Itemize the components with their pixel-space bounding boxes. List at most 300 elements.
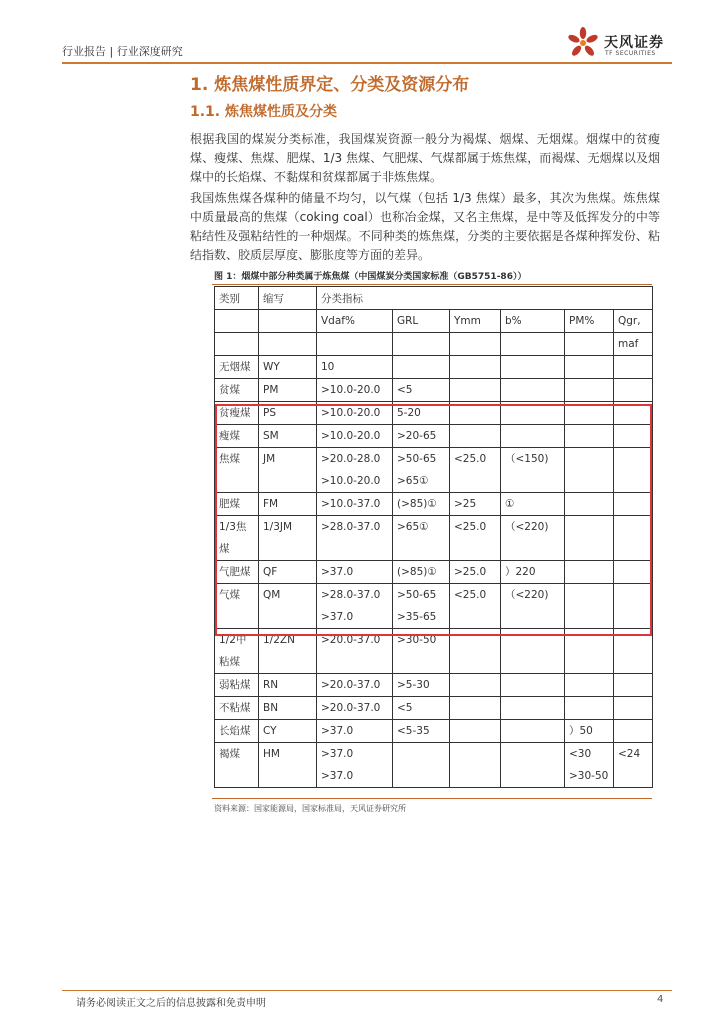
cell-line: <5 xyxy=(397,384,413,396)
cell-line xyxy=(618,356,648,378)
table-cell xyxy=(501,493,565,516)
table-cell xyxy=(259,493,317,516)
cell-line xyxy=(263,606,312,628)
cell-line xyxy=(454,606,496,628)
table-cell xyxy=(215,720,259,743)
table-cell xyxy=(317,629,393,674)
footer-divider xyxy=(62,990,672,991)
table-cell xyxy=(215,493,259,516)
table-cell xyxy=(393,356,450,379)
table-cell xyxy=(317,425,393,448)
table-cell xyxy=(565,697,614,720)
cell-line xyxy=(618,629,648,651)
table-cell xyxy=(614,629,653,674)
table-header-row xyxy=(215,333,653,356)
cell-line: >20-65 xyxy=(397,430,437,442)
cell-line: >5-30 xyxy=(397,679,430,691)
table-cell xyxy=(450,333,501,356)
header-index: GRL xyxy=(393,310,450,333)
table-cell xyxy=(614,516,653,561)
table-cell xyxy=(393,379,450,402)
data-source: 资料来源：国家能源局，国家标准局，天风证券研究所 xyxy=(214,804,406,813)
table-cell xyxy=(317,333,393,356)
cell-line xyxy=(505,743,560,765)
cell-line xyxy=(618,674,648,696)
paragraph-coking-coal-reserves: 我国炼焦煤各煤种的储量不均匀，以气煤（包括 1/3 焦煤）最多，其次为焦煤。炼焦煤中质量最高的焦煤（coking coal）也称冶金煤，又名主焦煤，是中等及低挥发分的中等粘结性及强粘结性的一种烟煤。不同种类的炼焦煤，分类的主要依据是各煤种挥发份、粘结指数、胶质层厚度、膨胀度等方面的差异。 xyxy=(190,191,660,262)
cell-line: ）50 xyxy=(569,725,593,737)
table-cell xyxy=(215,629,259,674)
cell-line xyxy=(618,425,648,447)
table-cell xyxy=(215,333,259,356)
table-cell xyxy=(501,402,565,425)
cell-line xyxy=(454,538,496,560)
cell-line xyxy=(454,697,496,719)
logo-flower-icon xyxy=(566,26,600,60)
report-category: 行业报告 | 行业深度研究 xyxy=(62,45,183,58)
header-index: PM% xyxy=(565,310,614,333)
table-cell xyxy=(317,379,393,402)
table-cell xyxy=(393,516,450,561)
table-cell xyxy=(614,402,653,425)
table-header-row xyxy=(215,310,653,333)
table-cell xyxy=(393,674,450,697)
table-cell xyxy=(317,743,393,788)
cell-line: 10 xyxy=(321,361,335,373)
header-index: b% xyxy=(501,310,565,333)
table-row xyxy=(215,561,653,584)
table-cell xyxy=(565,425,614,448)
cell-line: >28.0-37.0 xyxy=(321,589,381,601)
table-cell xyxy=(450,720,501,743)
cell-line: >20.0-28.0 xyxy=(321,453,381,465)
cell-line xyxy=(505,651,560,673)
cell-line xyxy=(397,765,445,787)
cell-line xyxy=(454,356,496,378)
table-cell xyxy=(501,333,565,356)
table-cell xyxy=(614,448,653,493)
cell-line: 长焰煤 xyxy=(219,725,251,737)
table-cell xyxy=(614,743,653,788)
table-cell xyxy=(259,356,317,379)
table-cell xyxy=(215,584,259,629)
table-cell xyxy=(215,379,259,402)
cell-line: 1/3JM xyxy=(263,521,293,533)
cell-line xyxy=(618,561,648,583)
cell-line xyxy=(618,584,648,606)
cell-line xyxy=(454,674,496,696)
table-row xyxy=(215,697,653,720)
cell-line xyxy=(569,584,609,606)
table-cell xyxy=(450,561,501,584)
table-cell xyxy=(565,448,614,493)
logo-subtitle: TF SECURITIES xyxy=(605,50,656,57)
cell-line: <5-35 xyxy=(397,725,430,737)
header-index: maf xyxy=(614,333,653,356)
cell-line: >35-65 xyxy=(397,611,437,623)
cell-line xyxy=(618,720,648,742)
table-row xyxy=(215,629,653,674)
table-cell xyxy=(450,356,501,379)
table-cell xyxy=(215,516,259,561)
table-cell xyxy=(501,629,565,674)
cell-line: 粘煤 xyxy=(219,656,240,668)
table-cell xyxy=(393,697,450,720)
cell-line: （<220) xyxy=(505,521,549,533)
figure-caption: 图 1：烟煤中部分种类属于炼焦煤（中国煤炭分类国家标准（GB5751-86）） xyxy=(214,272,527,282)
cell-line: <5 xyxy=(397,702,413,714)
cell-line: (>85)① xyxy=(397,498,437,510)
cell-line: 褐煤 xyxy=(219,748,240,760)
cell-line: >25 xyxy=(454,498,477,510)
table-cell xyxy=(393,493,450,516)
cell-line xyxy=(454,651,496,673)
table-cell xyxy=(259,448,317,493)
cell-line: >20.0-37.0 xyxy=(321,702,381,714)
cell-line: BN xyxy=(263,702,279,714)
table-cell xyxy=(565,720,614,743)
table-cell xyxy=(501,379,565,402)
header-divider xyxy=(62,62,672,64)
cell-line: >30-50 xyxy=(397,634,437,646)
cell-line: >30-50 xyxy=(569,770,609,782)
cell-line: 1/3焦 xyxy=(219,521,247,533)
page-number: 4 xyxy=(657,994,664,1005)
cell-line: 贫瘦煤 xyxy=(219,407,251,419)
cell-line xyxy=(505,720,560,742)
table-cell xyxy=(450,584,501,629)
cell-line: （<150) xyxy=(505,453,549,465)
table-cell xyxy=(393,425,450,448)
header-category: 类别 xyxy=(215,287,259,310)
table-cell xyxy=(501,697,565,720)
cell-line xyxy=(618,538,648,560)
cell-line xyxy=(569,697,609,719)
cell-line xyxy=(618,651,648,673)
table-cell xyxy=(259,425,317,448)
cell-line: <25.0 xyxy=(454,589,487,601)
cell-line: 瘦煤 xyxy=(219,430,240,442)
table-cell xyxy=(501,561,565,584)
table-cell xyxy=(317,402,393,425)
cell-line: >37.0 xyxy=(321,611,354,623)
table-cell xyxy=(393,333,450,356)
cell-line xyxy=(505,402,560,424)
table-cell xyxy=(393,743,450,788)
cell-line: JM xyxy=(263,453,276,465)
table-cell xyxy=(259,697,317,720)
table-cell xyxy=(450,425,501,448)
table-cell xyxy=(450,697,501,720)
table-cell xyxy=(614,379,653,402)
cell-line: >10.0-20.0 xyxy=(321,384,381,396)
logo-name: 天风证券 xyxy=(604,35,664,51)
table-cell xyxy=(317,561,393,584)
cell-line xyxy=(505,697,560,719)
table-cell xyxy=(317,493,393,516)
cell-line xyxy=(219,606,254,628)
table-cell xyxy=(450,493,501,516)
cell-line xyxy=(454,629,496,651)
table-cell xyxy=(565,743,614,788)
table-cell xyxy=(259,333,317,356)
table-cell xyxy=(450,402,501,425)
table-cell xyxy=(450,743,501,788)
figure-bottom-rule xyxy=(212,798,652,799)
cell-line xyxy=(454,720,496,742)
table-cell xyxy=(215,402,259,425)
tf-securities-logo xyxy=(566,26,676,60)
table-cell xyxy=(614,425,653,448)
cell-line: >37.0 xyxy=(321,725,354,737)
cell-line: >20.0-37.0 xyxy=(321,634,381,646)
cell-line: WY xyxy=(263,361,280,373)
subsection-heading: 1.1. 炼焦煤性质及分类 xyxy=(190,104,337,120)
cell-line: >10.0-20.0 xyxy=(321,475,381,487)
table-cell xyxy=(565,629,614,674)
table-row xyxy=(215,674,653,697)
cell-line: >50-65 xyxy=(397,589,437,601)
cell-line: >65① xyxy=(397,521,429,533)
cell-line xyxy=(569,402,609,424)
cell-line xyxy=(263,470,312,492)
table-cell xyxy=(614,493,653,516)
table-row xyxy=(215,516,653,561)
cell-line xyxy=(505,356,560,378)
table-row xyxy=(215,493,653,516)
cell-line: 气煤 xyxy=(219,589,240,601)
table-cell xyxy=(614,720,653,743)
cell-line xyxy=(505,674,560,696)
table-cell xyxy=(565,561,614,584)
table-row xyxy=(215,425,653,448)
table-cell xyxy=(501,516,565,561)
cell-line xyxy=(397,356,445,378)
table-cell xyxy=(215,561,259,584)
table-cell xyxy=(215,743,259,788)
cell-line: QM xyxy=(263,589,281,601)
table-cell xyxy=(501,743,565,788)
cell-line xyxy=(618,765,648,787)
cell-line xyxy=(569,356,609,378)
cell-line xyxy=(219,470,254,492)
table-cell xyxy=(565,333,614,356)
table-cell xyxy=(614,561,653,584)
table-cell xyxy=(259,379,317,402)
cell-line: 肥煤 xyxy=(219,498,240,510)
table-cell xyxy=(614,674,653,697)
cell-line: ① xyxy=(505,498,515,510)
table-cell xyxy=(614,584,653,629)
cell-line: >37.0 xyxy=(321,770,354,782)
cell-line: 弱粘煤 xyxy=(219,679,251,691)
table-cell xyxy=(565,493,614,516)
cell-line xyxy=(569,516,609,538)
cell-line: QF xyxy=(263,566,278,578)
table-cell xyxy=(393,448,450,493)
cell-line xyxy=(618,379,648,401)
table-cell xyxy=(501,720,565,743)
table-row xyxy=(215,720,653,743)
cell-line xyxy=(397,651,445,673)
table-cell xyxy=(501,674,565,697)
table-cell xyxy=(450,674,501,697)
paragraph-coal-classification: 根据我国的煤炭分类标准，我国煤炭资源一般分为褐煤、烟煤、无烟煤。烟煤中的贫瘦煤、瘦煤、焦煤、肥煤、1/3 焦煤、气肥煤、气煤都属于炼焦煤，而褐煤、无烟煤以及烟煤中的长焰煤、不黏煤和贫煤都属于非炼焦煤。 xyxy=(190,132,660,184)
cell-line: 1/2ZN xyxy=(263,634,295,646)
cell-line xyxy=(505,425,560,447)
cell-line: SM xyxy=(263,430,279,442)
table-cell xyxy=(450,379,501,402)
table-cell xyxy=(501,425,565,448)
cell-line xyxy=(505,470,560,492)
cell-line: >10.0-37.0 xyxy=(321,498,381,510)
cell-line xyxy=(569,493,609,515)
table-header-row xyxy=(215,287,653,310)
cell-line xyxy=(454,743,496,765)
cell-line: HM xyxy=(263,748,280,760)
cell-line: PS xyxy=(263,407,276,419)
cell-line: 煤 xyxy=(219,543,230,555)
coal-classification-table xyxy=(214,286,653,788)
cell-line: CY xyxy=(263,725,277,737)
table-cell xyxy=(317,356,393,379)
table-cell xyxy=(450,448,501,493)
table-cell xyxy=(259,310,317,333)
table-cell xyxy=(565,379,614,402)
table-cell xyxy=(565,674,614,697)
cell-line xyxy=(618,448,648,470)
table-row xyxy=(215,448,653,493)
table-cell xyxy=(259,402,317,425)
table-cell xyxy=(215,448,259,493)
table-cell xyxy=(614,356,653,379)
cell-line: 焦煤 xyxy=(219,453,240,465)
table-cell xyxy=(501,356,565,379)
table-cell xyxy=(565,402,614,425)
cell-line: >50-65 xyxy=(397,453,437,465)
table-cell xyxy=(450,629,501,674)
cell-line xyxy=(454,379,496,401)
cell-line: <25.0 xyxy=(454,521,487,533)
table-cell xyxy=(215,674,259,697)
cell-line xyxy=(618,493,648,515)
cell-line xyxy=(321,538,388,560)
cell-line: FM xyxy=(263,498,279,510)
cell-line: >37.0 xyxy=(321,566,354,578)
cell-line xyxy=(618,516,648,538)
cell-line xyxy=(618,470,648,492)
cell-line: RN xyxy=(263,679,279,691)
table-cell xyxy=(450,516,501,561)
cell-line xyxy=(454,470,496,492)
table-cell xyxy=(565,356,614,379)
cell-line: （<220) xyxy=(505,589,549,601)
table-cell xyxy=(317,697,393,720)
table-cell xyxy=(259,584,317,629)
cell-line xyxy=(569,379,609,401)
cell-line: 气肥煤 xyxy=(219,566,251,578)
cell-line: <30 xyxy=(569,748,592,760)
cell-line: >28.0-37.0 xyxy=(321,521,381,533)
table-row xyxy=(215,402,653,425)
cell-line xyxy=(397,743,445,765)
cell-line xyxy=(505,379,560,401)
table-cell xyxy=(565,584,614,629)
cell-line xyxy=(569,606,609,628)
cell-line xyxy=(397,538,445,560)
cell-line: <25.0 xyxy=(454,453,487,465)
table-row xyxy=(215,584,653,629)
table-cell xyxy=(501,448,565,493)
cell-line xyxy=(569,470,609,492)
cell-line: >25.0 xyxy=(454,566,487,578)
cell-line xyxy=(263,538,312,560)
table-cell xyxy=(317,674,393,697)
table-cell xyxy=(259,516,317,561)
cell-line xyxy=(505,629,560,651)
table-cell xyxy=(393,402,450,425)
cell-line xyxy=(454,765,496,787)
cell-line xyxy=(454,425,496,447)
table-row xyxy=(215,743,653,788)
cell-line xyxy=(618,697,648,719)
cell-line xyxy=(505,538,560,560)
cell-line xyxy=(569,538,609,560)
table-cell xyxy=(215,697,259,720)
table-cell xyxy=(614,697,653,720)
disclaimer-notice: 请务必阅读正文之后的信息披露和免责申明 xyxy=(76,998,266,1009)
header-index: Qgr, xyxy=(614,310,653,333)
table-cell xyxy=(259,743,317,788)
cell-line xyxy=(505,765,560,787)
table-row xyxy=(215,379,653,402)
table-cell xyxy=(393,720,450,743)
table-cell xyxy=(259,561,317,584)
cell-line: >10.0-20.0 xyxy=(321,407,381,419)
cell-line: >37.0 xyxy=(321,748,354,760)
cell-line xyxy=(569,629,609,651)
cell-line xyxy=(569,651,609,673)
cell-line: 贫煤 xyxy=(219,384,240,396)
cell-line: 无烟煤 xyxy=(219,361,251,373)
table-cell xyxy=(393,584,450,629)
table-cell xyxy=(215,356,259,379)
table-cell xyxy=(215,310,259,333)
cell-line xyxy=(569,425,609,447)
table-cell xyxy=(259,674,317,697)
table-cell xyxy=(393,561,450,584)
table-cell xyxy=(393,629,450,674)
section-heading: 1. 炼焦煤性质界定、分类及资源分布 xyxy=(190,75,470,95)
cell-line xyxy=(219,765,254,787)
cell-line: PM xyxy=(263,384,279,396)
cell-line xyxy=(263,765,312,787)
header-classification-index: 分类指标 xyxy=(317,287,653,310)
cell-line: <24 xyxy=(618,748,641,760)
cell-line xyxy=(569,561,609,583)
cell-line xyxy=(569,674,609,696)
header-abbreviation: 缩写 xyxy=(259,287,317,310)
cell-line: >65① xyxy=(397,475,429,487)
cell-line: >20.0-37.0 xyxy=(321,679,381,691)
cell-line: 5-20 xyxy=(397,407,421,419)
cell-line: 不粘煤 xyxy=(219,702,251,714)
table-cell xyxy=(317,720,393,743)
table-cell xyxy=(259,629,317,674)
table-cell xyxy=(215,425,259,448)
cell-line: ）220 xyxy=(505,566,536,578)
cell-line xyxy=(263,651,312,673)
cell-line xyxy=(321,651,388,673)
